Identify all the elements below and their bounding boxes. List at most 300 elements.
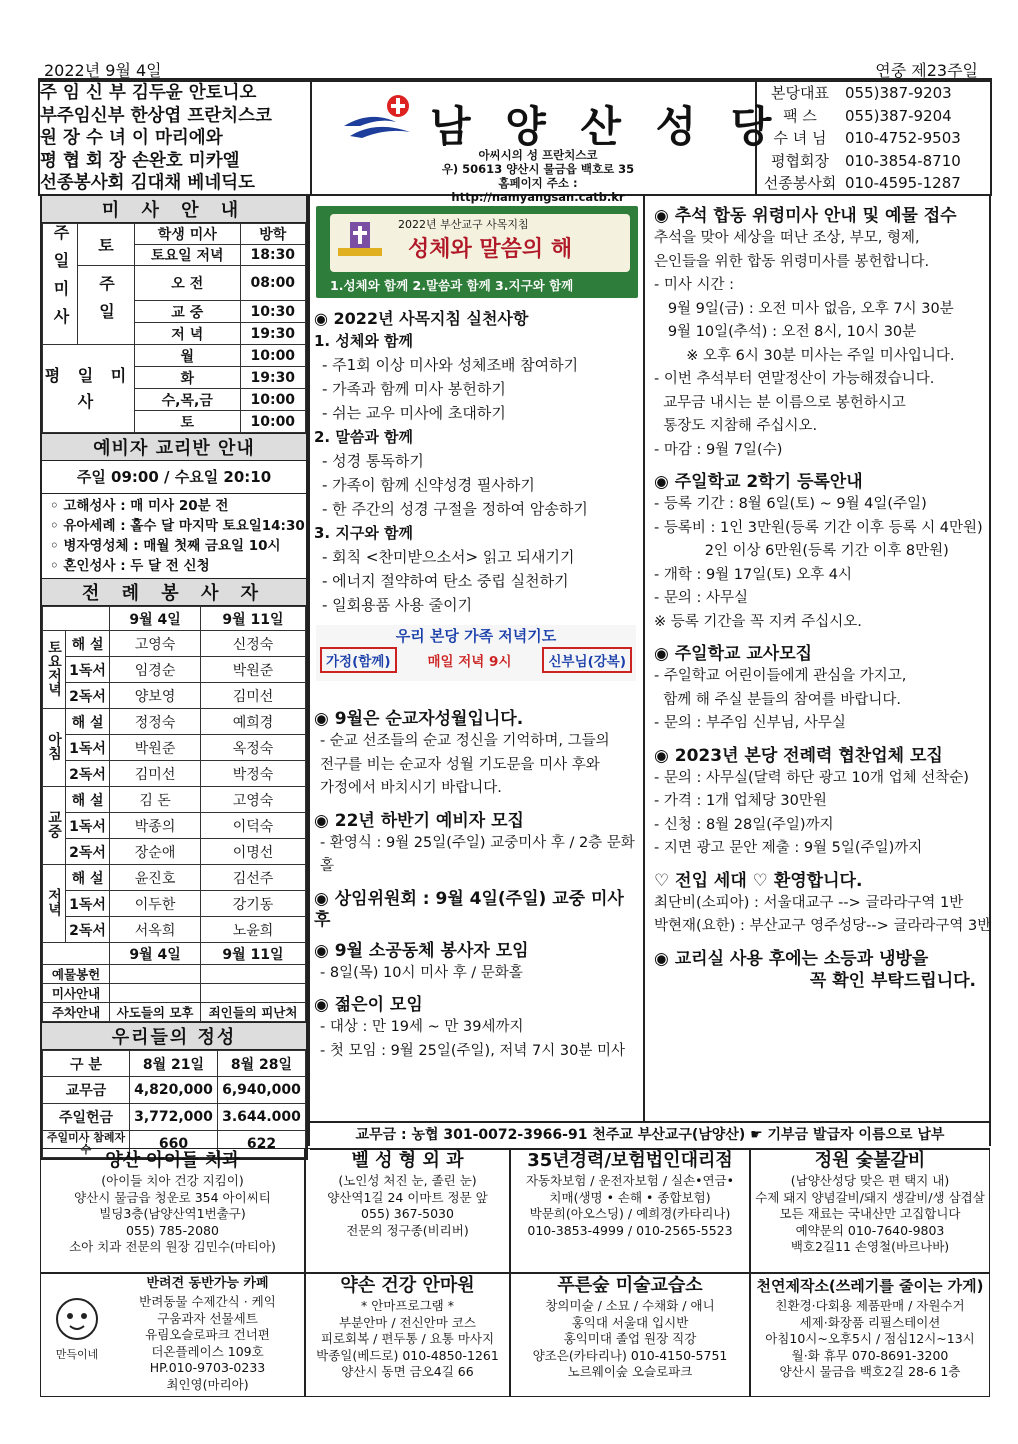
ad-line: 양산시 물금읍 청운로 354 아이씨티	[74, 1189, 271, 1205]
table-row	[43, 813, 306, 839]
notice-line: - 환영식 : 9월 25일(주일) 교중미사 후 / 2층 문화홀	[320, 834, 635, 874]
ad-line: 친환경·다회용 제품판매 / 자원수거	[775, 1298, 965, 1313]
server-cell: 이덕숙	[201, 813, 306, 839]
table-row	[43, 865, 306, 891]
notice	[648, 949, 990, 994]
liturgical-week: 연중 제23주일	[875, 61, 978, 80]
notice-title: ◉ 젊은이 모임	[314, 995, 423, 1015]
ad-line: 백호2길11 손영철(바르나바)	[790, 1239, 950, 1254]
contact-row	[755, 105, 991, 128]
ad-line: 소아 치과 전문의 원장 김민수(마티아)	[69, 1239, 276, 1254]
ad-line: (아이들 치아 건강 지킴이)	[101, 1173, 244, 1188]
ad-line: 모든 재료는 국내산만 고집합니다	[779, 1206, 961, 1221]
extra-cell	[201, 984, 306, 1003]
prayer-right: 신부님(강복)	[542, 647, 632, 673]
server-cell: 2독서	[66, 839, 110, 865]
contact-label: 선종봉사회	[763, 174, 837, 192]
mass-slot: 저 녁	[135, 323, 241, 345]
server-cell: 옥정숙	[201, 735, 306, 761]
mass-time: 10:00	[240, 411, 305, 433]
server-cell: 해 설	[66, 865, 110, 891]
server-cell: 서옥희	[110, 917, 201, 943]
ad-line: 부분안마 / 전신안마 코스	[339, 1314, 476, 1330]
notice-line: - 문의 : 부주임 신부님, 사무실	[654, 715, 846, 731]
offering-cell: 주일헌금	[43, 1104, 130, 1131]
offering-cell: 6,940,000	[218, 1077, 306, 1104]
guide-item: - 일회용품 사용 줄이기	[322, 596, 473, 614]
guide-section	[310, 308, 642, 617]
servers-title: 전 례 봉 사 자	[42, 578, 306, 606]
group-label	[43, 631, 66, 709]
guide-item: - 회칙 <찬미받으소서> 읽고 되새기기	[322, 548, 575, 566]
ad-box	[750, 1273, 990, 1397]
notice	[648, 472, 990, 634]
student-mass: 학생 미사	[135, 224, 241, 245]
ad-line: 예약문의 010-7640-9803	[795, 1222, 945, 1238]
extra-cell: 사도들의 모후	[110, 1003, 201, 1022]
ad-line: 박종일(베드로) 010-4850-1261	[316, 1347, 499, 1363]
sacrament-text: 유아세례 : 홀수 달 마지막 토요일14:30	[63, 518, 305, 534]
notice-line: 2인 이상 6만원(등록 기간 이후 8만원)	[654, 543, 949, 559]
extra-cell	[201, 965, 306, 984]
mass-day: 월	[135, 345, 241, 367]
notice-title: ◉ 교리실 사용 후에는 소등과 냉방을	[654, 948, 929, 969]
date-col: 9월 11일	[201, 607, 306, 631]
notice-line: - 순교 선조들의 순교 정신을 기억하며, 그들의	[320, 733, 610, 749]
extra-cell: 죄인들의 피난처	[201, 1003, 306, 1022]
ad-line: 055) 367-5030	[361, 1206, 454, 1221]
middle-column	[310, 200, 642, 1073]
prayer-title: 우리 본당 가족 저녁기도	[395, 627, 557, 645]
ad-line: 055) 785-2080	[126, 1222, 219, 1238]
notice-title: ◉ 2023년 본당 전례력 협찬업체 모집	[654, 745, 943, 766]
prayer-box	[316, 625, 636, 681]
ad-line: 전문의 정구종(비리버)	[346, 1222, 469, 1238]
ad-line: 피로회복 / 편두통 / 요통 마사지	[320, 1331, 495, 1346]
mass-slot: 교 중	[135, 301, 241, 323]
ad-box	[40, 1273, 305, 1397]
notice	[648, 871, 990, 939]
mass-time: 08:00	[240, 266, 305, 301]
staff-line: 부주임신부 한상엽 프란치스코	[40, 105, 272, 126]
sat-label: 토	[78, 224, 135, 266]
date-col: 9월 11일	[201, 943, 306, 965]
phone-number[interactable]: 055)387-9204	[845, 106, 952, 125]
notice-line: 박현재(요한) : 부산교구 영주성당--> 글라라구역 3반	[654, 918, 992, 934]
ad-line: 양산역1길 24 이마트 정문 앞	[327, 1189, 488, 1205]
group-label-text: 저녁	[46, 887, 62, 916]
contact-row	[755, 127, 991, 150]
account-info: 교무금 : 농협 301-0072-3966-91 천주교 부산교구(남양산) ☛ 기부금 발급자 이름으로 납부	[310, 1121, 990, 1150]
ad-line: 창의미술 / 소묘 / 수채화 / 애니	[545, 1298, 715, 1313]
church-logo-icon	[340, 92, 420, 148]
notice-line: - 8일(목) 10시 미사 후 / 문화홀	[320, 964, 523, 981]
guide-title: ◉ 2022년 사목지침 실천사항	[314, 309, 529, 328]
guide-item: - 성경 통독하기	[322, 452, 424, 470]
ju-label: 주일	[96, 275, 116, 331]
server-cell: 1독서	[66, 735, 110, 761]
server-cell: 김 돈	[110, 787, 201, 813]
server-cell: 고영숙	[201, 787, 306, 813]
mass-time: 19:30	[240, 323, 305, 345]
notice-title: ◉ 주일학교 2학기 등록안내	[654, 472, 863, 492]
contact-label: 팩 스	[783, 106, 817, 125]
notice-title: ◉ 추석 합동 위령미사 안내 및 예물 접수	[654, 206, 957, 226]
group-label-text: 아침	[46, 731, 62, 760]
catechumen-title: 예비자 교리반 안내	[42, 433, 306, 461]
ad-line: (남양산성당 맞은 편 택지 내)	[790, 1173, 950, 1188]
offering-cell: 660	[130, 1131, 218, 1158]
notice-line: - 첫 모임 : 9월 25일(주일), 저녁 7시 30분 미사	[320, 1042, 625, 1059]
server-cell: 노윤희	[201, 917, 306, 943]
notice	[648, 206, 990, 462]
extra-cell	[110, 965, 201, 984]
ad-line: 세제·화장품 리필스테이션	[799, 1314, 941, 1330]
ad-title: 천연제작소(쓰레기를 줄이는 가게)	[756, 1277, 984, 1295]
sacrament-text: 혼인성사 : 두 달 전 신청	[63, 558, 210, 574]
table-row	[43, 984, 306, 1003]
weekday-label: 평 일 미 사	[43, 345, 135, 433]
server-cell: 고영숙	[110, 631, 201, 657]
staff-line: 평 협 회 장 손완호 미카엘	[40, 150, 240, 171]
bullet-icon: ◦	[50, 558, 64, 574]
sacrament-item	[50, 496, 306, 516]
notice-line: ※ 등록 기간을 꼭 지켜 주십시오.	[654, 613, 862, 630]
mass-time: 10:30	[240, 301, 305, 323]
offering-title: 우리들의 정성	[42, 1022, 306, 1050]
offering-table	[42, 1050, 306, 1158]
table-row	[43, 839, 306, 865]
server-cell: 신정숙	[201, 631, 306, 657]
divider	[643, 196, 645, 1121]
bullet-icon: ◦	[50, 498, 64, 514]
server-cell: 2독서	[66, 917, 110, 943]
notice-line: - 마감 : 9월 7일(수)	[654, 441, 783, 458]
patron: 아씨시의 성 프란치스코	[478, 148, 598, 162]
server-cell: 정정숙	[110, 709, 201, 735]
offering-cell: 622	[218, 1131, 306, 1158]
group-label	[43, 865, 66, 943]
guide-list	[314, 329, 642, 617]
offering-cell: 4,820,000	[130, 1077, 218, 1104]
staff-line: 원 장 수 녀 이 마리에와	[40, 128, 223, 148]
notice-line: 가정에서 바치시기 바랍니다.	[320, 780, 502, 796]
mass-time: 10:00	[240, 389, 305, 411]
ad-title: 벨 성 형 외 과	[351, 1150, 464, 1171]
server-cell: 박정숙	[201, 761, 306, 787]
notice-line: - 등록 기간 : 8월 6일(토) ~ 9월 4일(주일)	[654, 496, 927, 512]
notice-line: - 대상 : 만 19세 ~ 만 39세까지	[320, 1019, 524, 1035]
church-info	[418, 148, 658, 204]
server-cell: 이두한	[110, 891, 201, 917]
date-col: 9월 4일	[110, 607, 201, 631]
vacation: 방학	[240, 224, 305, 245]
ad-box	[40, 1148, 305, 1273]
offering-cell: 교무금	[43, 1077, 130, 1104]
sat-evening: 토요일 저녁	[135, 245, 241, 266]
table-row	[43, 917, 306, 943]
ad-line: 홍익대 서울대 입시반	[571, 1314, 689, 1330]
guide-item: 3. 지구와 함께	[314, 524, 414, 542]
server-cell: 1독서	[66, 891, 110, 917]
ad-line: (노인성 처진 눈, 졸린 눈)	[338, 1173, 477, 1188]
guide-item: 1. 성체와 함께	[314, 332, 414, 350]
table-row	[43, 709, 306, 735]
bullet-icon: ◦	[50, 518, 64, 534]
sunday-label: 주일미사	[43, 224, 78, 345]
mass-table	[42, 223, 306, 433]
server-cell: 윤진호	[110, 865, 201, 891]
server-cell: 김미선	[110, 761, 201, 787]
extra-cell: 미사안내	[43, 984, 110, 1003]
notice-line: 꼭 확인 부탁드립니다.	[809, 970, 976, 991]
notice	[648, 644, 990, 736]
mass-day: 화	[135, 367, 241, 389]
guide-item: - 한 주간의 성경 구절을 정하여 암송하기	[322, 500, 588, 518]
offering-head: 구 분	[43, 1051, 130, 1077]
ad-title: 35년경력/보험법인대리점	[527, 1150, 733, 1171]
notice-line: - 미사 시간 :	[654, 277, 734, 293]
contact-row	[755, 150, 991, 173]
offering-head: 8월 28일	[218, 1051, 306, 1077]
contact-row	[755, 82, 991, 105]
notice	[314, 889, 642, 931]
homepage-link[interactable]: 홈페이지 주소 : http://namyangsan.catb.kr	[451, 176, 625, 204]
mid-notices	[310, 709, 642, 1063]
server-cell: 2독서	[66, 761, 110, 787]
table-row	[43, 735, 306, 761]
church-name: 남 양 산 성 당	[430, 102, 782, 151]
prayer-left: 가정(함께)	[320, 647, 397, 673]
notice-line: 9월 10일(추석) : 오전 8시, 10시 30분	[654, 324, 917, 340]
ad-line: 유림오슬로파크 건너편	[145, 1327, 270, 1342]
sacrament-text: 고해성사 : 매 미사 20분 전	[63, 498, 229, 514]
server-cell: 김선주	[201, 865, 306, 891]
ad-box	[750, 1148, 990, 1273]
divider	[308, 196, 310, 1146]
server-cell: 박원준	[110, 735, 201, 761]
notice-line: 교무금 내시는 분 이름으로 봉헌하시고	[654, 394, 906, 411]
ad-title: 양산 아이들 치과	[105, 1150, 240, 1171]
sat-time: 18:30	[240, 245, 305, 266]
sacrament-text: 병자영성체 : 매월 첫째 금요일 10시	[63, 538, 281, 554]
notice-line: - 가격 : 1개 업체당 30만원	[654, 793, 827, 809]
server-cell: 해 설	[66, 709, 110, 735]
table-row	[43, 891, 306, 917]
ad-box	[510, 1273, 750, 1397]
ad-line: HP.010-9703-0233	[149, 1360, 266, 1375]
ad-box	[510, 1148, 750, 1273]
sacraments	[42, 494, 306, 578]
ad-line: 월·화 휴무 070-8691-3200	[791, 1347, 949, 1363]
ad-title: 푸른숲 미술교습소	[557, 1275, 703, 1296]
server-cell: 1독서	[66, 657, 110, 683]
server-cell: 해 설	[66, 787, 110, 813]
ad-line: 홍익미대 졸업 원장 직강	[563, 1331, 697, 1346]
banner-sub: 1.성체와 함께 2.말씀과 함께 3.지구와 함께	[330, 278, 574, 293]
ad-line: 양조은(카타리나) 010-4150-5751	[532, 1347, 728, 1363]
guide-item: - 주1회 이상 미사와 성체조배 참여하기	[322, 356, 579, 374]
notice-line: 함께 해 주실 분들의 참여를 바랍니다.	[654, 691, 901, 708]
phone-number[interactable]: 010-4595-1287	[845, 174, 961, 192]
guide-item: - 쉬는 교우 미사에 초대하기	[322, 404, 506, 422]
left-column	[40, 196, 308, 1160]
contact-label: 수 녀 님	[773, 129, 827, 147]
phone-number[interactable]: 010-3854-8710	[845, 151, 961, 170]
table-row	[43, 1077, 306, 1104]
pastoral-banner	[316, 206, 638, 298]
banner-main: 성체와 말씀의 해	[408, 237, 573, 262]
logo-text: 만득이네	[55, 1348, 99, 1361]
banner-top: 2022년 부산교구 사목지침	[398, 218, 529, 231]
group-label-text: 토요저녁	[46, 639, 62, 696]
address: 우) 50613 양산시 물금읍 백호로 35	[441, 162, 635, 176]
date: 2022년 9월 4일	[44, 61, 162, 80]
ad-line: 최인영(마리아)	[166, 1376, 249, 1392]
table-row	[43, 965, 306, 984]
ad-line: 010-3853-4999 / 010-2565-5523	[527, 1222, 733, 1238]
divider	[989, 196, 991, 1146]
notice-title: ◉ 9월은 순교자성월입니다.	[314, 709, 524, 729]
sacrament-item	[50, 516, 306, 536]
ad-line: 빌딩3층(남양산역1번출구)	[99, 1206, 246, 1221]
ad-box	[305, 1273, 510, 1397]
server-cell: 해 설	[66, 631, 110, 657]
ad-line: 박문희(아오스딩) / 예희경(카타리나)	[529, 1206, 731, 1221]
mass-time: 19:30	[240, 367, 305, 389]
server-cell: 임경순	[110, 657, 201, 683]
staff-line: 주 임 신 부 김두윤 안토니오	[40, 83, 257, 103]
mass-day: 토	[135, 411, 241, 433]
server-cell: 양보영	[110, 683, 201, 709]
notice-line: - 이번 추석부터 연말정산이 가능해졌습니다.	[654, 371, 935, 387]
table-row	[43, 761, 306, 787]
server-cell: 김미선	[201, 683, 306, 709]
ad-line: 노르웨이숲 오슬로파크	[567, 1364, 693, 1379]
mass-time: 10:00	[240, 345, 305, 367]
offering-cell: 3.644.000	[218, 1104, 306, 1131]
server-cell: 박원준	[201, 657, 306, 683]
notice-line: 9월 9일(금) : 오전 미사 없음, 오후 7시 30분	[654, 300, 954, 317]
notice-line: - 등록비 : 1인 3만원(등록 기간 이후 등록 시 4만원)	[654, 519, 983, 536]
table-row	[43, 631, 306, 657]
contact-row	[755, 172, 991, 195]
notice-title: ♡ 전입 세대 ♡ 환영합니다.	[654, 870, 863, 891]
ad-line: * 안마프로그램 *	[361, 1298, 454, 1313]
notice-line: 추석을 맞아 세상을 떠난 조상, 부모, 형제,	[654, 230, 920, 246]
sacrament-item	[50, 556, 306, 576]
notice-line: - 개학 : 9월 17일(토) 오후 4시	[654, 566, 853, 583]
notice	[314, 995, 642, 1063]
bullet-icon: ◦	[50, 538, 64, 554]
notice-title: ◉ 22년 하반기 예비자 모집	[314, 810, 524, 831]
notice-line: - 지면 광고 문안 제출 : 9월 5일(주일)까지	[654, 840, 923, 856]
ad-line: 반려동물 수제간식 · 케익	[139, 1294, 276, 1309]
notice-title: ◉ 상임위원회 : 9월 4일(주일) 교중 미사 후	[314, 888, 624, 930]
right-column	[648, 200, 990, 1003]
notice-line: 통장도 지참해 주십시오.	[654, 418, 818, 434]
offering-head: 8월 21일	[130, 1051, 218, 1077]
mass-slot: 오 전	[135, 266, 241, 301]
extra-cell: 예물봉헌	[43, 965, 110, 984]
ad-line: 수제 돼지 양념갈비/돼지 생갈비/생 삼겹살	[755, 1189, 985, 1205]
extra-cell	[110, 984, 201, 1003]
sacrament-item	[50, 536, 306, 556]
guide-item: - 가족이 함께 신약성경 필사하기	[322, 476, 535, 494]
notice-line: - 신청 : 8월 28일(주일)까지	[654, 816, 834, 833]
server-cell: 박종의	[110, 813, 201, 839]
guide-item: - 가족과 함께 미사 봉헌하기	[322, 380, 506, 398]
date-col: 9월 4일	[110, 943, 201, 965]
contacts	[755, 82, 991, 195]
contact-label: 평협회장	[771, 151, 829, 170]
table-row	[43, 1003, 306, 1022]
notice-title: ◉ 9월 소공동체 봉사자 모임	[314, 940, 529, 961]
notice	[314, 941, 642, 986]
offering-cell: 3,772,000	[130, 1104, 218, 1131]
guide-item: 2. 말씀과 함께	[314, 428, 414, 446]
table-row	[43, 683, 306, 709]
notice-line: 최단비(소피아) : 서울대교구 --> 글라라구역 1반	[654, 894, 964, 911]
server-cell: 장순애	[110, 839, 201, 865]
ad-title: 정원 숯불갈비	[814, 1150, 926, 1171]
mass-title: 미 사 안 내	[42, 196, 306, 223]
server-cell: 2독서	[66, 683, 110, 709]
catechumen-time: 주일 09:00 / 수요일 20:10	[42, 461, 306, 494]
ad-line: 아침10시~오후5시 / 점심12시~13시	[765, 1331, 975, 1346]
offering-cell: 주일미사 참례자수	[43, 1131, 130, 1158]
ad-line: 치매(생명 • 손해 • 종합보험)	[549, 1189, 711, 1205]
staff-line: 선종봉사회 김대채 베네딕도	[40, 173, 256, 193]
ad-line: 더온플레이스 109호	[151, 1343, 264, 1359]
ad-title: 약손 건강 안마원	[340, 1275, 475, 1296]
server-cell: 1독서	[66, 813, 110, 839]
table-row	[43, 1104, 306, 1131]
group-label	[43, 787, 66, 865]
group-label-text: 교중	[46, 809, 62, 838]
prayer-mid: 매일 저녁 9시	[427, 654, 512, 670]
server-cell: 예희경	[201, 709, 306, 735]
cafe-logo-icon	[47, 1294, 107, 1374]
notice	[648, 746, 990, 861]
group-label	[43, 709, 66, 787]
ad-title: 반려견 동반가능 카페	[146, 1276, 269, 1291]
notice	[314, 709, 642, 801]
contact-label: 본당대표	[771, 84, 829, 102]
notice-line: ※ 오후 6시 30분 미사는 주일 미사입니다.	[654, 347, 955, 364]
table-row	[43, 787, 306, 813]
notice-line: - 문의 : 사무실	[654, 590, 748, 606]
notice	[314, 811, 642, 879]
server-cell: 이명선	[201, 839, 306, 865]
ad-line: 자동차보험 / 운전자보험 / 실손•연금•	[525, 1173, 735, 1188]
servers-table	[42, 606, 306, 1022]
chalice-icon	[336, 216, 384, 270]
notice-line: 전구를 비는 순교자 성월 기도문을 미사 후와	[320, 756, 600, 773]
ad-line: 양산시 물금읍 백호2길 28-6 1층	[779, 1364, 961, 1379]
table-row	[43, 657, 306, 683]
ad-box	[305, 1148, 510, 1273]
ad-line: 구움과자 선물세트	[157, 1310, 258, 1326]
extra-cell: 주차안내	[43, 1003, 110, 1022]
phone-number[interactable]: 055)387-9203	[845, 84, 952, 102]
ad-line: 양산시 동면 금오4길 66	[341, 1364, 474, 1379]
notice-line: 은인들을 위한 합동 위령미사를 봉헌합니다.	[654, 253, 930, 270]
phone-number[interactable]: 010-4752-9503	[845, 129, 961, 147]
server-cell: 강기동	[201, 891, 306, 917]
notice-title: ◉ 주일학교 교사모집	[654, 644, 813, 664]
notice-line: - 주일학교 어린이들에게 관심을 가지고,	[654, 668, 907, 684]
